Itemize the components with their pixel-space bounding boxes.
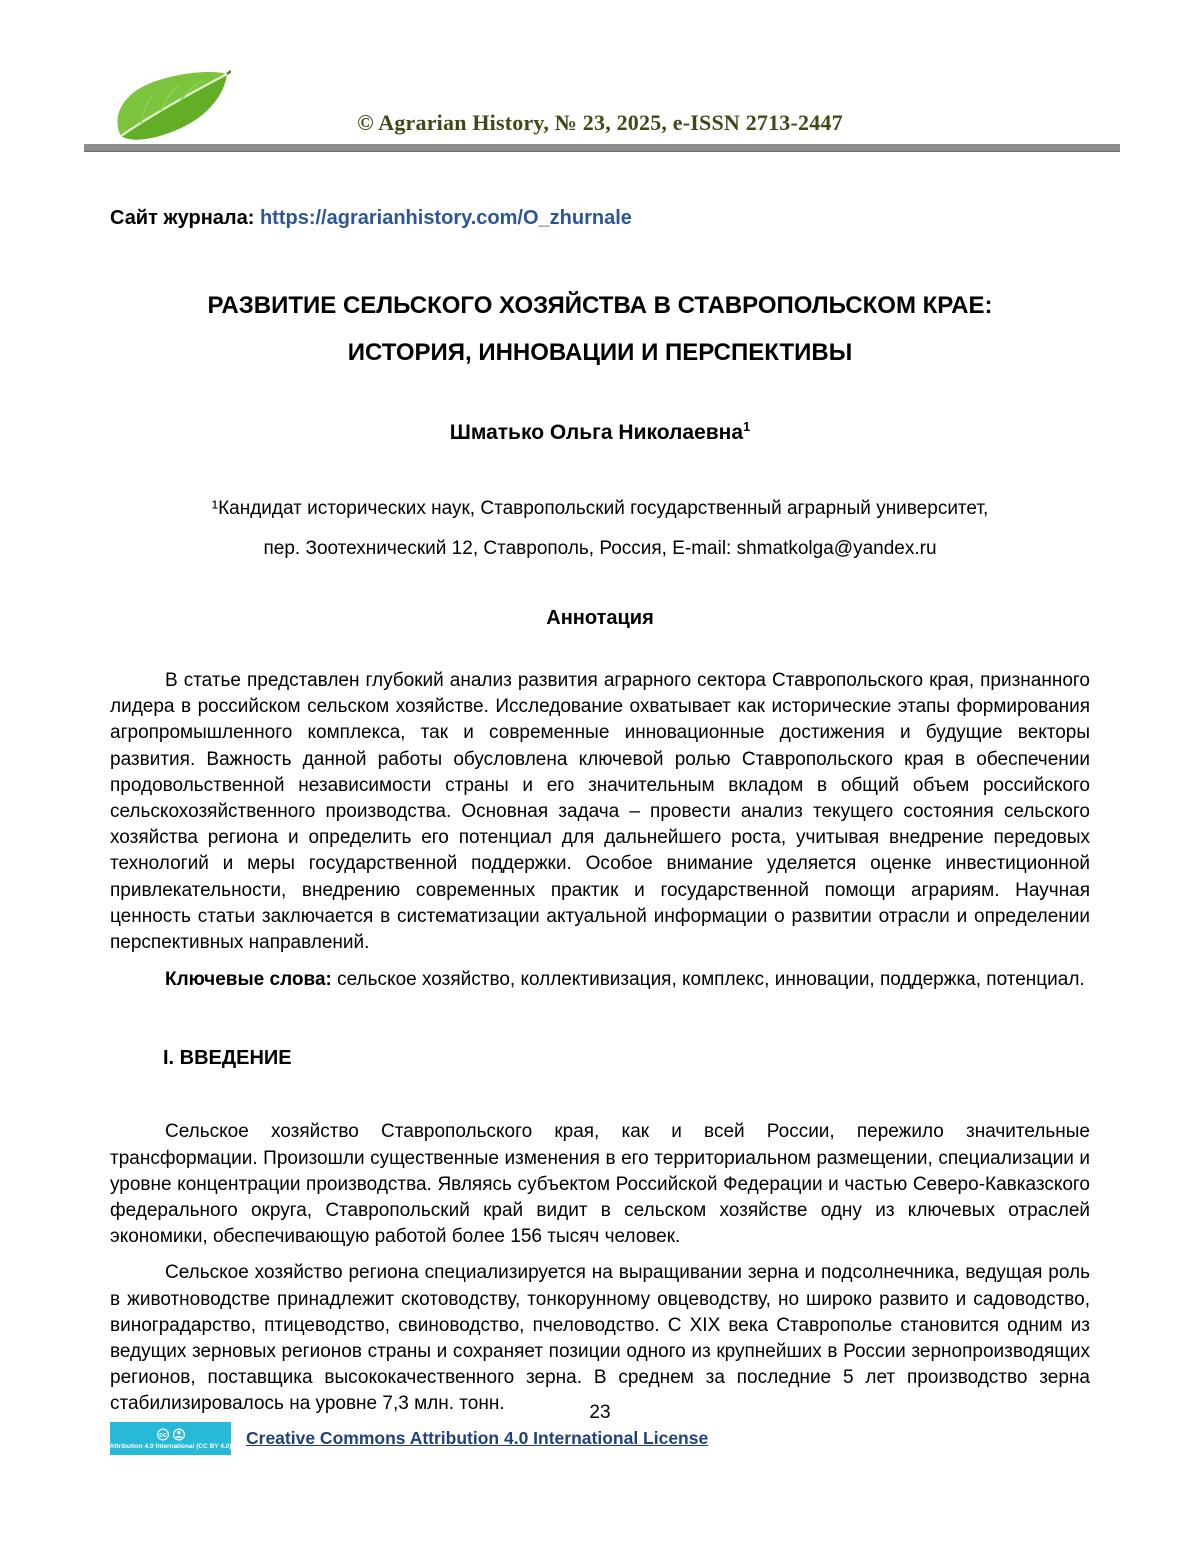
affiliation-line2: пер. Зоотехнический 12, Ставрополь, Россия, E-mail: shmatkolga@yandex.ru bbox=[263, 538, 937, 559]
journal-site-line bbox=[110, 207, 1090, 230]
license-row bbox=[110, 1422, 708, 1455]
author-name-text: Шматько Ольга Николаевна bbox=[449, 421, 744, 444]
article-title-line1: РАЗВИТИЕ СЕЛЬСКОГО ХОЗЯЙСТВА В СТАВРОПОЛЬСКОМ КРАЕ: bbox=[207, 292, 993, 319]
introduction-paragraph-1: Сельское хозяйство Ставропольского края, как и всей России, пережило значительные трансформации. Произошли существенные изменения в его территориальном размещении, специализации и уровне концентрации производства. Являясь субъектом Российской Федерации и частью Северо-Кавказского федерального округа, Ставропольский край видит в сельском хозяйстве одну из ключевых отраслей экономики, обеспечивающую работой более 156 тысяч человек. bbox=[110, 1121, 1090, 1248]
keywords-label: Ключевые слова: bbox=[165, 969, 332, 991]
abstract-text: В статье представлен глубокий анализ развития аграрного сектора Ставропольского края, признанного лидера в российском сельском хозяйстве. Исследование охватывает как исторические этапы формирования агропромышленного комплекса, так и современные инновационные достижения и будущие векторы развития. Важность данной работы обусловлена ключевой ролью Ставропольского края в обеспечении продовольственной независимости страны и его значительным вкладом в общий объем российского сельскохозяйственного производства. Основная задача – провести анализ текущего состояния сельского хозяйства региона и определить его потенциал для дальнейшего роста, учитывая внедрение передовых технологий и меры государственной поддержки. Особое внимание уделяется оценке инвестиционной привлекательности, внедрению современных практик и государственной помощи аграриям. Научная ценность статьи заключается в систематизации актуальной информации о развитии отрасли и определении перспективных направлений. bbox=[110, 670, 1090, 954]
article-title bbox=[110, 282, 1090, 376]
author-name bbox=[110, 419, 1090, 445]
keywords-line bbox=[110, 967, 1090, 993]
page-number: 23 bbox=[589, 1402, 611, 1423]
license-link[interactable]: Creative Commons Attribution 4.0 International License bbox=[246, 1428, 709, 1448]
author-affiliation bbox=[110, 489, 1090, 569]
header-divider bbox=[84, 144, 1120, 152]
author-affiliation-marker: 1 bbox=[743, 419, 751, 434]
article-content bbox=[0, 207, 1200, 1418]
journal-header bbox=[0, 0, 1200, 153]
keywords-text: сельское хозяйство, коллективизация, комплекс, инновации, поддержка, потенциал. bbox=[331, 969, 1085, 991]
abstract-heading: Аннотация bbox=[546, 607, 654, 629]
affiliation-line1: ¹Кандидат исторических наук, Ставропольский государственный аграрный университет, bbox=[211, 498, 989, 519]
introduction-heading: I. ВВЕДЕНИЕ bbox=[163, 1047, 292, 1070]
introduction-paragraph-2: Сельское хозяйство региона специализируется на выращивании зерна и подсолнечника, ведущая роль в животноводстве принадлежит скотоводству, тонкорунному овцеводству, но широко развито и садоводство, виноградарство, птицеводство, свиноводство, пчеловодство. С XIX века Ставрополье становится одним из ведущих зерновых регионов страны и сохраняет позиции одного из крупнейших в России зернопроизводящих регионов, поставщика высококачественного зерна. В среднем за последние 5 лет производство зерна стабилизировалось на уровне 7,3 млн. тонн. bbox=[110, 1262, 1090, 1415]
site-label: Сайт журнала: bbox=[110, 207, 255, 229]
article-title-line2: ИСТОРИЯ, ИННОВАЦИИ И ПЕРСПЕКТИВЫ bbox=[347, 339, 853, 366]
cc-badge-label: Attribution 4.0 International (CC BY 4.0) bbox=[109, 1442, 232, 1450]
journal-site-link[interactable]: https://agrarianhistory.com/O_zhurnale bbox=[254, 207, 632, 229]
journal-header-text: © Agrarian History, № 23, 2025, e-ISSN 2713-2447 bbox=[357, 110, 843, 135]
svg-text:cc: cc bbox=[158, 1431, 167, 1439]
cc-icons bbox=[154, 1428, 188, 1441]
cc-by-badge[interactable] bbox=[110, 1422, 231, 1455]
